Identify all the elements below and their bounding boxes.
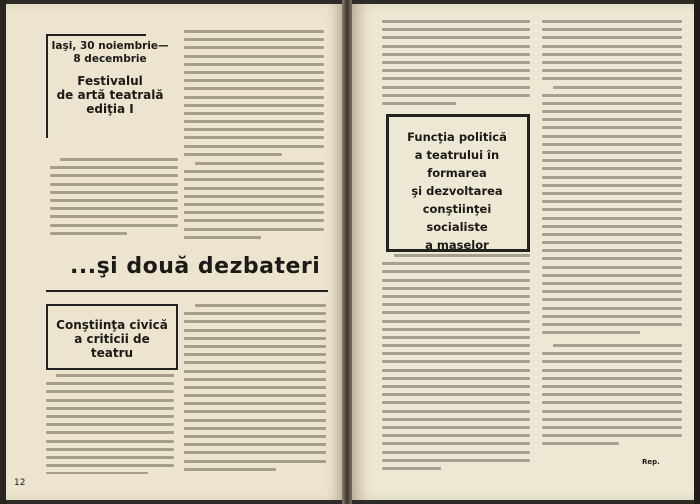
article-title-line3: şi dezvoltarea bbox=[411, 184, 503, 198]
intro-text-col1 bbox=[382, 20, 530, 106]
festival-date-line2: 8 decembrie bbox=[73, 53, 147, 65]
section-title-line1: Conştiinţa civică bbox=[56, 318, 168, 332]
festival-title-line3: ediţia I bbox=[86, 102, 134, 116]
section-title-line2: a criticii de teatru bbox=[74, 332, 150, 360]
header-box-left-rule bbox=[46, 34, 48, 138]
festival-title-line2: de artă teatrală bbox=[56, 88, 164, 102]
article-title-line4: conştiinţei socialiste bbox=[422, 202, 492, 234]
article-text-col2-lower bbox=[542, 344, 682, 452]
article-text-col2 bbox=[542, 20, 682, 340]
festival-title-line1: Festivalul bbox=[77, 74, 143, 88]
section-title bbox=[52, 318, 172, 360]
article-text-col1 bbox=[382, 254, 530, 476]
header-box-top-rule bbox=[46, 34, 146, 36]
reporter-signature: Rep. bbox=[642, 458, 660, 466]
article-title-line5: a maselor bbox=[425, 238, 489, 252]
article-title-line1: Funcţia politică bbox=[407, 130, 507, 144]
right-page bbox=[352, 4, 694, 500]
festival-date-line1: Iaşi, 30 noiembrie— bbox=[51, 40, 169, 52]
heading-underline bbox=[46, 290, 328, 292]
festival-text-block-c bbox=[184, 162, 324, 242]
page-number: 12 bbox=[14, 478, 26, 488]
section-text-col1 bbox=[46, 374, 174, 474]
festival-title bbox=[50, 74, 170, 116]
festival-text-block-b bbox=[184, 30, 324, 158]
article-title bbox=[392, 128, 522, 254]
book-gutter bbox=[342, 0, 352, 504]
book-edge-right bbox=[694, 0, 700, 504]
festival-text-block-a bbox=[50, 158, 178, 240]
left-page bbox=[6, 4, 342, 500]
article-title-line2: a teatrului în formarea bbox=[414, 148, 500, 180]
main-heading: ...şi două dezbateri bbox=[70, 254, 321, 279]
section-text-col2 bbox=[184, 304, 326, 474]
